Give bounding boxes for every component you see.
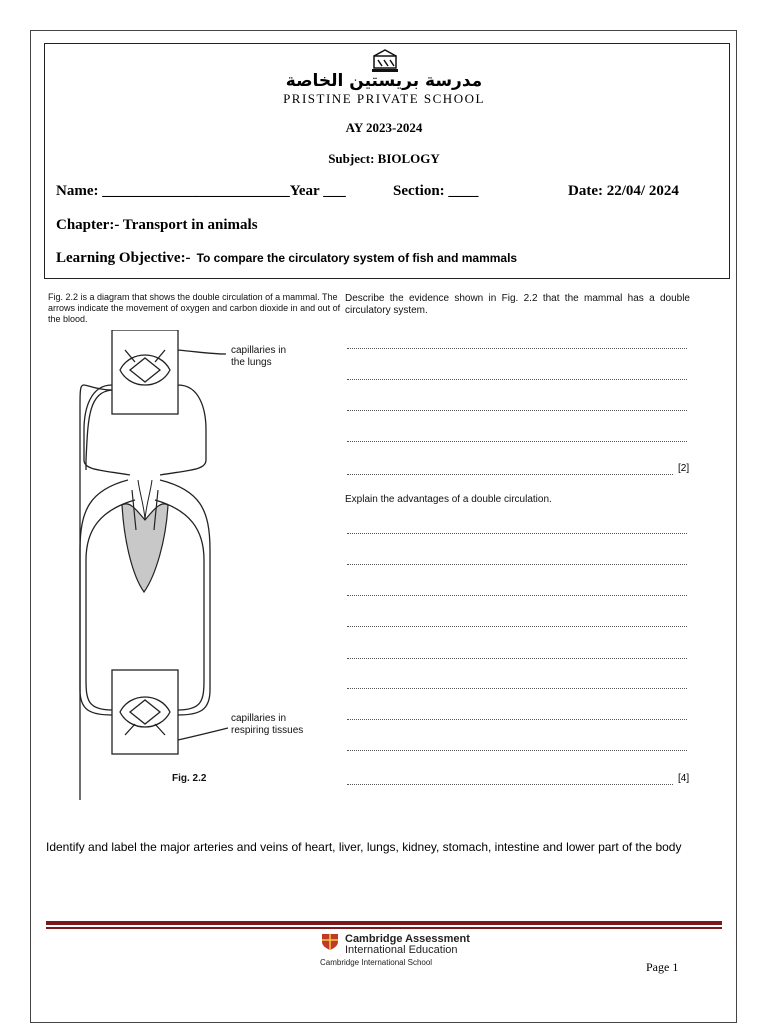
cambridge-shield-icon <box>320 933 340 951</box>
identify-task: Identify and label the major arteries and veins of heart, liver, lungs, kidney, stomach, intestine and lower part of the body <box>46 840 682 854</box>
section-field: Section: ____ <box>393 183 479 199</box>
answer-line[interactable] <box>347 441 687 442</box>
question-2-text: Explain the advantages of a double circulation. <box>345 494 552 505</box>
footer-divider-thin <box>46 927 722 929</box>
figure-caption: Fig. 2.2 <box>172 773 207 784</box>
question-2-marks: [4] <box>678 773 690 784</box>
answer-line[interactable] <box>347 379 687 380</box>
footer-divider <box>46 921 722 925</box>
learning-objective-label: Learning Objective:- <box>56 250 191 266</box>
label-tissue-capillaries-line1: capillaries in <box>231 713 287 724</box>
subject: Subject: BIOLOGY <box>328 151 440 166</box>
label-lung-capillaries-line2: the lungs <box>231 357 272 368</box>
answer-line[interactable] <box>347 719 687 720</box>
answer-line[interactable] <box>347 784 673 785</box>
question-1-text: Describe the evidence shown in Fig. 2.2 that the mammal has a double circulatory system. <box>345 293 690 316</box>
page-number: Page 1 <box>646 960 679 974</box>
question-1-marks: [2] <box>678 463 690 474</box>
answer-line[interactable] <box>347 595 687 596</box>
chapter-title: Chapter:- Transport in animals <box>56 217 258 233</box>
academic-year: AY 2023-2024 <box>345 120 423 135</box>
answer-line[interactable] <box>347 564 687 565</box>
cambridge-name-line2: International Education <box>345 944 458 956</box>
learning-objective-value: To compare the circulatory system of fish and mammals <box>196 251 518 265</box>
label-tissue-capillaries-line2: respiring tissues <box>231 725 304 736</box>
answer-line[interactable] <box>347 348 687 349</box>
answer-line[interactable] <box>347 750 687 751</box>
school-name-english: PRISTINE PRIVATE SCHOOL <box>283 91 485 106</box>
answer-line[interactable] <box>347 533 687 534</box>
question-intro: Fig. 2.2 is a diagram that shows the double circulation of a mammal. The arrows indicate the movement of oxygen and carbon dioxide in and out of the blood. <box>48 292 341 324</box>
answer-line[interactable] <box>347 658 687 659</box>
label-lung-capillaries-line1: capillaries in <box>231 345 287 356</box>
cambridge-school-label: Cambridge International School <box>320 958 433 967</box>
cambridge-name-line1: Cambridge Assessment <box>345 933 470 945</box>
name-year-field: Name: _________________________Year ___ <box>56 183 346 199</box>
school-name-arabic: مدرسة بريستين الخاصة <box>285 71 483 91</box>
learning-objective <box>56 250 517 267</box>
answer-line[interactable] <box>347 410 687 411</box>
answer-line[interactable] <box>347 626 687 627</box>
date-field: Date: 22/04/ 2024 <box>568 183 679 199</box>
answer-line[interactable] <box>347 688 687 689</box>
answer-line[interactable] <box>347 474 673 475</box>
